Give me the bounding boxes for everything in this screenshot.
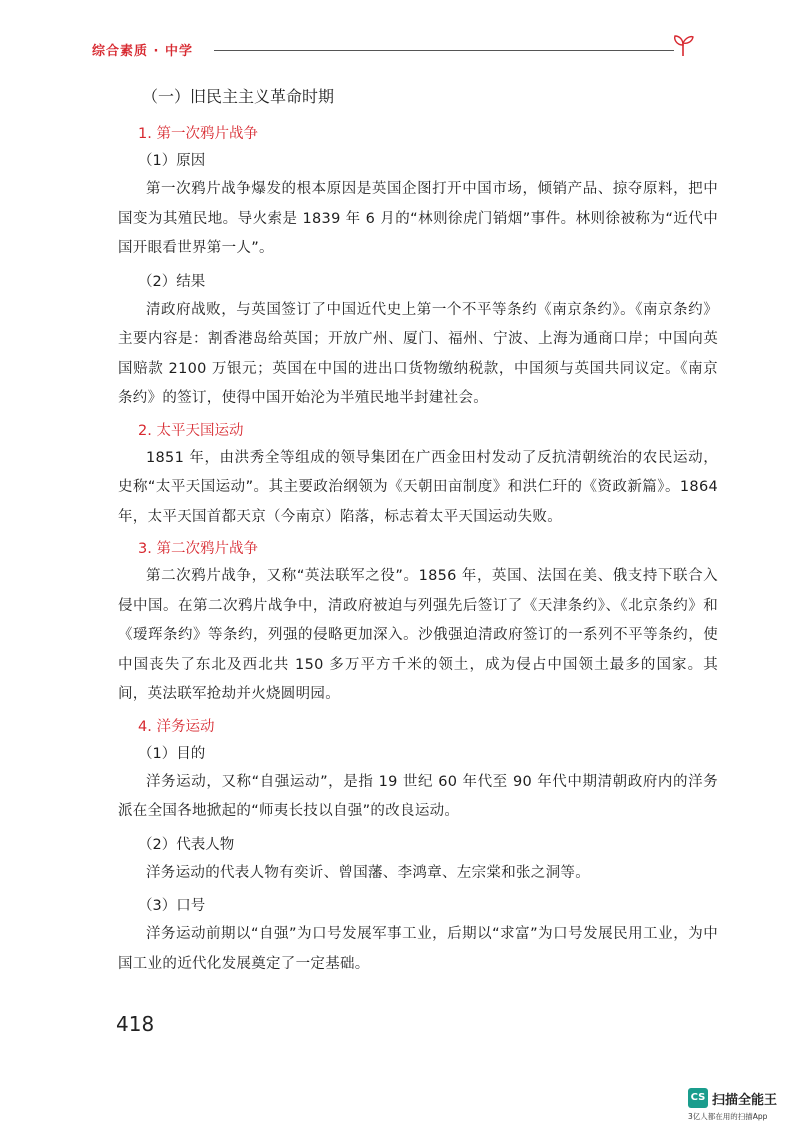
sub-label: （1）目的 [138,745,206,762]
sub-label: （1）原因 [138,153,206,169]
paragraph: 清政府战败，与英国签订了中国近代史上第一个不平等条约《南京条约》。《南京条约》主要内容是：割香港岛给英国；开放广州、厦门、福州、宁波、上海为通商口岸；中国向英国赔款 2100 万银元；英国在中国的进出口货物缴纳税款，中国须与英国共同议定。《南京条约》的签订，使得中国开始沦为半殖民地半封建社会。 [118,301,718,406]
sprout-icon [670,32,696,58]
item-title: 1. 第一次鸦片战争 [138,126,258,142]
item-title: 3. 第二次鸦片战争 [138,541,258,557]
header-title: 综合素质 · 中学 [92,44,193,59]
page-number: 418 [116,1012,155,1036]
scanner-name: 扫描全能王 [712,1093,778,1108]
scanner-watermark [688,1088,798,1126]
item-title: 4. 洋务运动 [138,718,215,735]
paragraph: 洋务运动，又称“自强运动”，是指 19 世纪 60 年代至 90 年代中期清朝政府内的洋务派在全国各地掀起的“师夷长技以自强”的改良运动。 [118,773,718,819]
item-title: 2. 太平天国运动 [138,422,244,439]
paragraph: 第一次鸦片战争爆发的根本原因是英国企图打开中国市场，倾销产品、掠夺原料，把中国变为其殖民地。导火索是 1839 年 6 月的“林则徐虎门销烟”事件。林则徐被称为“近代中国开眼看世界第一人”。 [118,181,718,256]
section-heading: （一）旧民主主义革命时期 [142,87,335,106]
paragraph: 1851 年，由洪秀全等组成的领导集团在广西金田村发动了反抗清朝统治的农民运动，史称“太平天国运动”。其主要政治纲领为《天朝田亩制度》和洪仁玕的《资政新篇》。1864 年，太平天国首都天京（今南京）陷落，标志着太平天国运动失败。 [118,449,718,525]
paragraph: 洋务运动的代表人物有奕䜣、曾国藩、李鸿章、左宗棠和张之洞等。 [146,864,590,881]
sub-label: （3）口号 [138,898,206,914]
scanner-badge: CS [688,1088,708,1108]
sub-label: （2）结果 [138,273,206,290]
sub-label: （2）代表人物 [138,836,235,853]
paragraph: 洋务运动前期以“自强”为口号发展军事工业，后期以“求富”为口号发展民用工业，为中国工业的近代化发展奠定了一定基础。 [118,926,718,972]
page-content [118,84,718,983]
scanner-tagline: 3亿人都在用的扫描App [688,1112,768,1121]
paragraph: 第二次鸦片战争，又称“英法联军之役”。1856 年，英国、法国在美、俄支持下联合入侵中国。在第二次鸦片战争中，清政府被迫与列强先后签订了《天津条约》、《北京条约》和《瑷珲条约》等条约，列强的侵略更加深入。沙俄强迫清政府签订的一系列不平等条约，使中国丧失了东北及西北共 150 多万平方千米的领土，成为侵占中国领土最多的国家。其间，英法联军抢劫并火烧圆明园。 [118,568,718,702]
page-header [92,32,704,72]
header-rule [214,50,674,51]
